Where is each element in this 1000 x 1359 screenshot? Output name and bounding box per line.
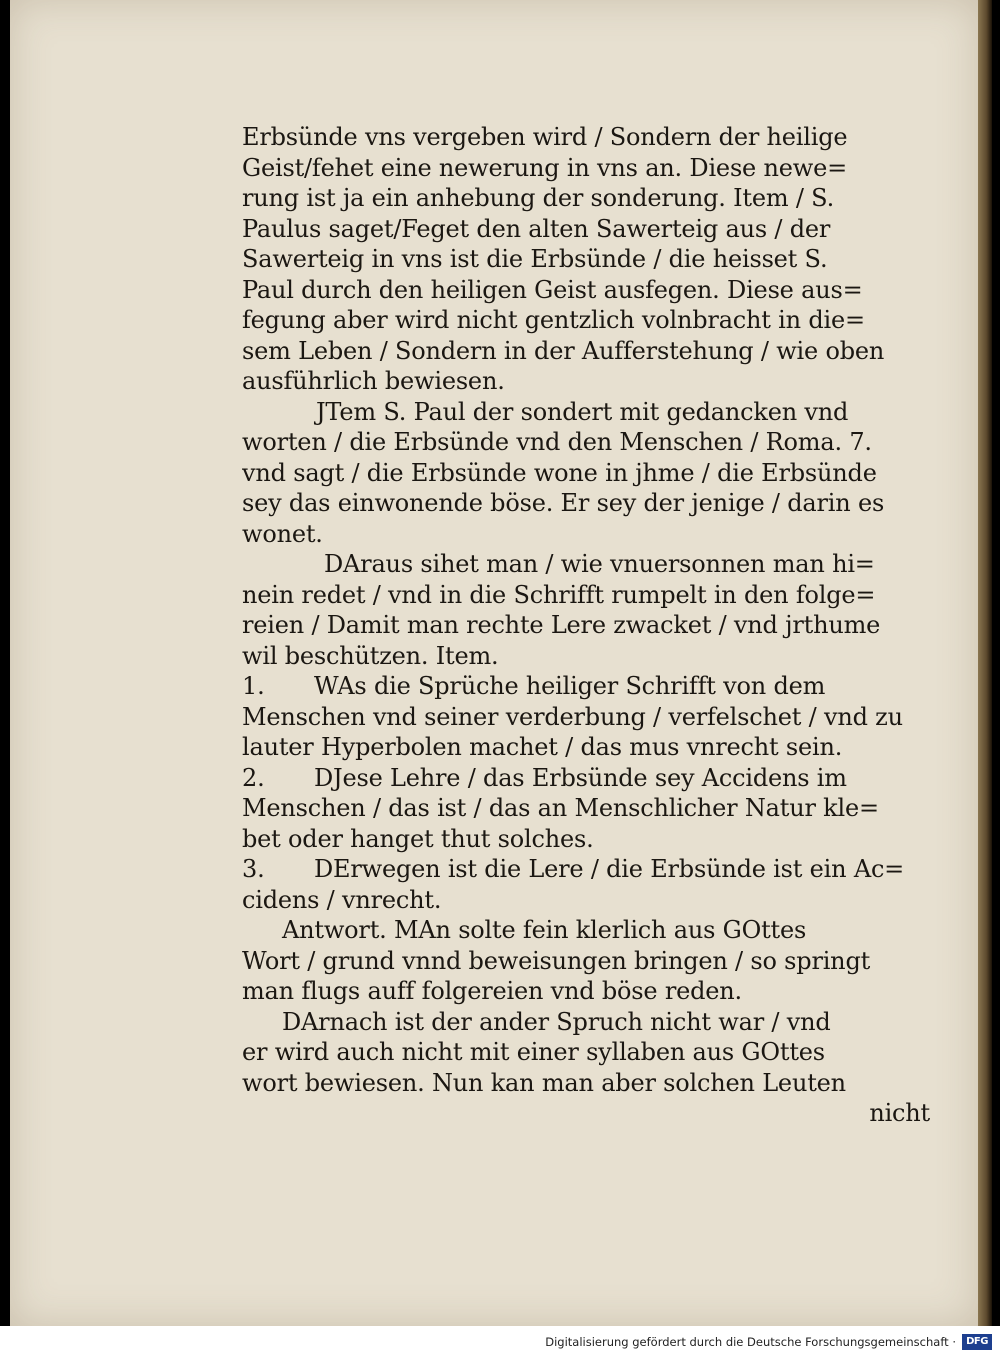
item-number: 3. (242, 855, 265, 883)
text-line: Sawerteig in vns ist die Erbsünde / die heisset S. (242, 245, 828, 273)
text-line: er wird auch nicht mit einer syllaben aus GOttes (242, 1038, 825, 1066)
catchword: nicht (869, 1099, 930, 1127)
text-line: Menschen / das ist / das an Menschlicher Natur kle= (242, 794, 879, 822)
text-line: fegung aber wird nicht gentzlich volnbracht in die= (242, 306, 865, 334)
numbered-line (242, 854, 942, 885)
text-line: WAs die Sprüche heiliger Schrifft von dem (314, 672, 826, 700)
text-line: lauter Hyperbolen machet / das mus vnrecht sein. (242, 733, 843, 761)
text-line: DArnach ist der ander Spruch nicht war / vnd (282, 1007, 831, 1036)
footer-credit: Digitalisierung gefördert durch die Deutsche Forschungsgemeinschaft · (545, 1335, 956, 1349)
text-line: sey das einwonende böse. Er sey der jenige / darin es (242, 489, 885, 517)
numbered-line (242, 763, 942, 794)
text-line: Paul durch den heiligen Geist ausfegen. Diese aus= (242, 275, 863, 304)
text-line: DAraus sihet man / wie vnuersonnen man hi= (324, 550, 875, 578)
text-line: worten / die Erbsünde vnd den Menschen / Roma. 7. (242, 428, 872, 456)
text-line: Paulus saget/Feget den alten Sawerteig aus / der (242, 214, 831, 243)
book-page (10, 0, 978, 1326)
text-line: Antwort. MAn solte fein klerlich aus GOttes (282, 916, 807, 944)
text-line: reien / Damit man rechte Lere zwacket / vnd jrthume (242, 611, 881, 639)
text-line: ausführlich bewiesen. (242, 367, 505, 395)
text-line: Wort / grund vnnd beweisungen bringen / so springt (242, 946, 871, 975)
text-line: DJese Lehre / das Erbsünde sey Accidens im (314, 763, 847, 792)
item-number: 2. (242, 763, 265, 792)
text-line: wort bewiesen. Nun kan man aber solchen Leuten (242, 1068, 846, 1097)
item-number: 1. (242, 672, 265, 700)
text-line: man flugs auff folgereien vnd böse reden. (242, 977, 742, 1005)
footer-bar (0, 1326, 1000, 1359)
text-line: cidens / vnrecht. (242, 885, 442, 914)
text-line: Geist/fehet eine newerung in vns an. Diese newe= (242, 153, 848, 182)
text-line: sem Leben / Sondern in der Aufferstehung / wie oben (242, 336, 885, 365)
page-text (242, 122, 942, 1129)
text-line: nein redet / vnd in die Schrifft rumpelt in den folge= (242, 580, 876, 609)
text-line: Erbsünde vns vergeben wird / Sondern der heilige (242, 123, 848, 151)
text-line: bet oder hanget thut solches. (242, 824, 594, 853)
text-line: JTem S. Paul der sondert mit gedancken vnd (316, 397, 849, 426)
page-edge (978, 0, 992, 1326)
text-line: wil beschützen. Item. (242, 641, 499, 670)
text-line: rung ist ja ein anhebung der sonderung. Item / S. (242, 184, 834, 212)
numbered-line (242, 671, 942, 702)
dfg-logo[interactable]: DFG (962, 1334, 992, 1350)
text-line: wonet. (242, 519, 323, 548)
text-line: Menschen vnd seiner verderbung / verfelschet / vnd zu (242, 702, 903, 731)
text-line: DErwegen ist die Lere / die Erbsünde ist ein Ac= (314, 855, 905, 883)
text-line: vnd sagt / die Erbsünde wone in jhme / die Erbsünde (242, 458, 877, 487)
